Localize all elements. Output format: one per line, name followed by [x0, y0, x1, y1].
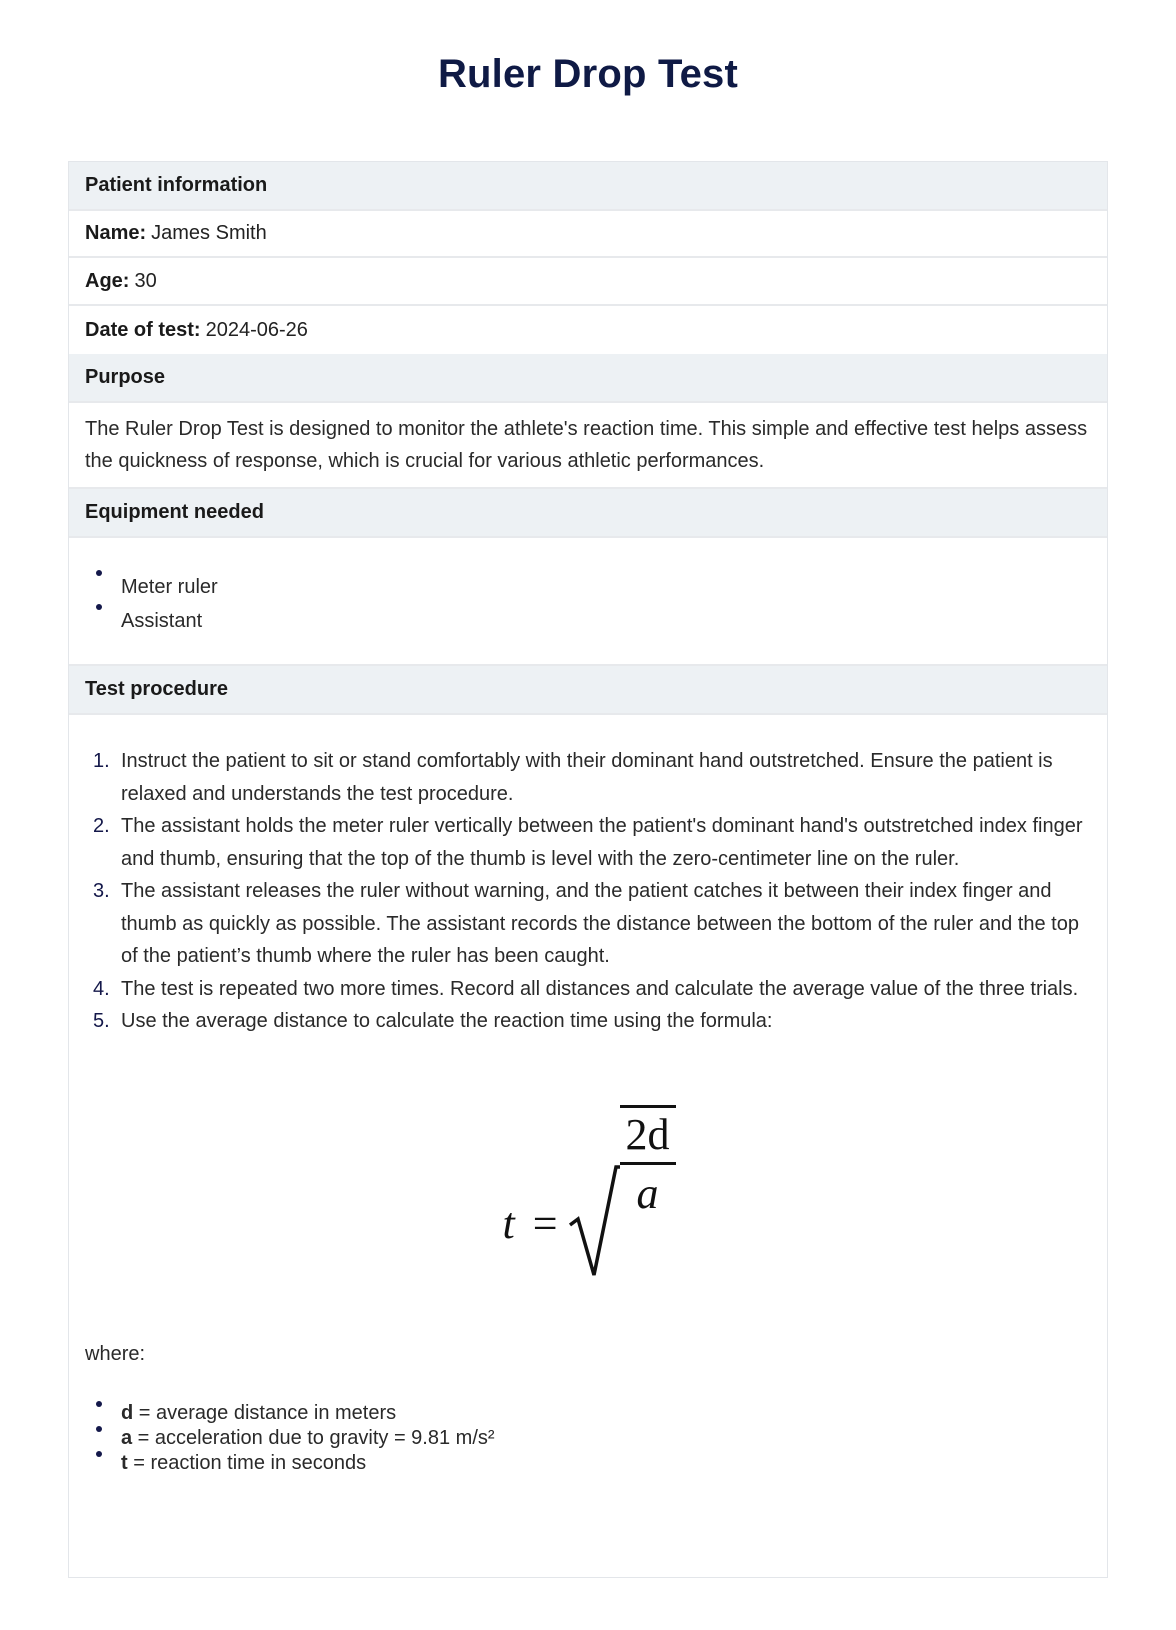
- section-title: Equipment needed: [85, 501, 264, 523]
- procedure-step: [85, 810, 1091, 875]
- procedure-section: [69, 715, 1107, 1525]
- square-root-icon: [568, 1163, 620, 1283]
- reaction-time-formula: [69, 1110, 1109, 1288]
- test-date-row: [69, 306, 1107, 354]
- step-number: 5.: [93, 1010, 110, 1032]
- section-title: Purpose: [85, 366, 166, 388]
- equipment-item: Meter ruler: [85, 570, 1107, 604]
- formula-denominator: a: [636, 1169, 659, 1218]
- step-text: Use the average distance to calculate the reaction time using the formula:: [121, 1010, 773, 1032]
- variable-symbol: a: [121, 1427, 133, 1449]
- step-text: The assistant releases the ruler without warning, and the patient catches it between their index finger and thumb as quickly as possible. The assistant records the distance between the bottom of the ruler and the top of the patient’s thumb where the ruler has been caught.: [121, 880, 1079, 967]
- formula-numerator: [622, 1108, 674, 1162]
- variable-item: [85, 1401, 495, 1426]
- test-form-card: [68, 161, 1108, 1578]
- numerator-text: 2d: [625, 1110, 670, 1159]
- patient-name-row: [69, 211, 1107, 258]
- variable-item: [85, 1426, 495, 1451]
- equipment-list: [69, 570, 1107, 638]
- procedure-step: [85, 1005, 1091, 1038]
- variable-symbol: t: [121, 1452, 128, 1474]
- step-text: The assistant holds the meter ruler vertically between the patient's dominant hand's outstretched index finger and thumb, ensuring that the top of the thumb is level with the zero-centimeter line on the ruler.: [121, 815, 1083, 870]
- field-label: Age:: [85, 269, 130, 292]
- step-number: 2.: [93, 815, 110, 837]
- section-title: Test procedure: [85, 678, 228, 700]
- formula-fraction: [620, 1105, 676, 1223]
- field-label: Name:: [85, 222, 147, 244]
- equipment-item: Assistant: [85, 604, 1107, 638]
- step-number: 3.: [93, 880, 110, 902]
- test-date-value: 2024-06-26: [205, 318, 308, 341]
- patient-info-heading: [69, 162, 1107, 211]
- where-label: where:: [85, 1343, 146, 1365]
- procedure-steps: [69, 745, 1107, 1038]
- variable-item: [85, 1451, 495, 1476]
- variable-symbol: d: [121, 1402, 134, 1424]
- purpose-heading: [69, 354, 1107, 403]
- patient-age-value: 30: [134, 269, 157, 292]
- procedure-step: [85, 875, 1091, 973]
- patient-age-row: [69, 258, 1107, 306]
- step-number: 4.: [93, 977, 110, 1000]
- procedure-step: [85, 745, 1091, 810]
- formula-lhs: t: [502, 1198, 515, 1248]
- step-text: Instruct the patient to sit or stand comfortably with their dominant hand outstretched. Ensure the patient is relaxed and understands the test procedure.: [121, 750, 1053, 805]
- equipment-section: [69, 538, 1107, 666]
- variable-desc: = reaction time in seconds: [127, 1452, 367, 1474]
- purpose-text: The Ruler Drop Test is designed to monitor the athlete's reaction time. This simple and effective test helps assess the quickness of response, which is crucial for various athletic performances.: [69, 403, 1107, 489]
- field-label: Date of test:: [85, 318, 201, 341]
- formula-equals: =: [532, 1198, 558, 1248]
- section-title: Patient information: [85, 174, 268, 196]
- procedure-heading: [69, 666, 1107, 715]
- variable-definitions: [69, 1401, 495, 1476]
- page-title: Ruler Drop Test: [437, 52, 739, 96]
- variable-desc: = average distance in meters: [133, 1402, 397, 1424]
- patient-name-value: James Smith: [151, 222, 267, 244]
- step-text: The test is repeated two more times. Record all distances and calculate the average value of the three trials.: [121, 977, 1079, 1000]
- equipment-heading: [69, 489, 1107, 538]
- variable-desc: = acceleration due to gravity = 9.81 m/s²: [132, 1427, 495, 1449]
- procedure-step: [85, 973, 1091, 1006]
- step-number: 1.: [93, 750, 110, 772]
